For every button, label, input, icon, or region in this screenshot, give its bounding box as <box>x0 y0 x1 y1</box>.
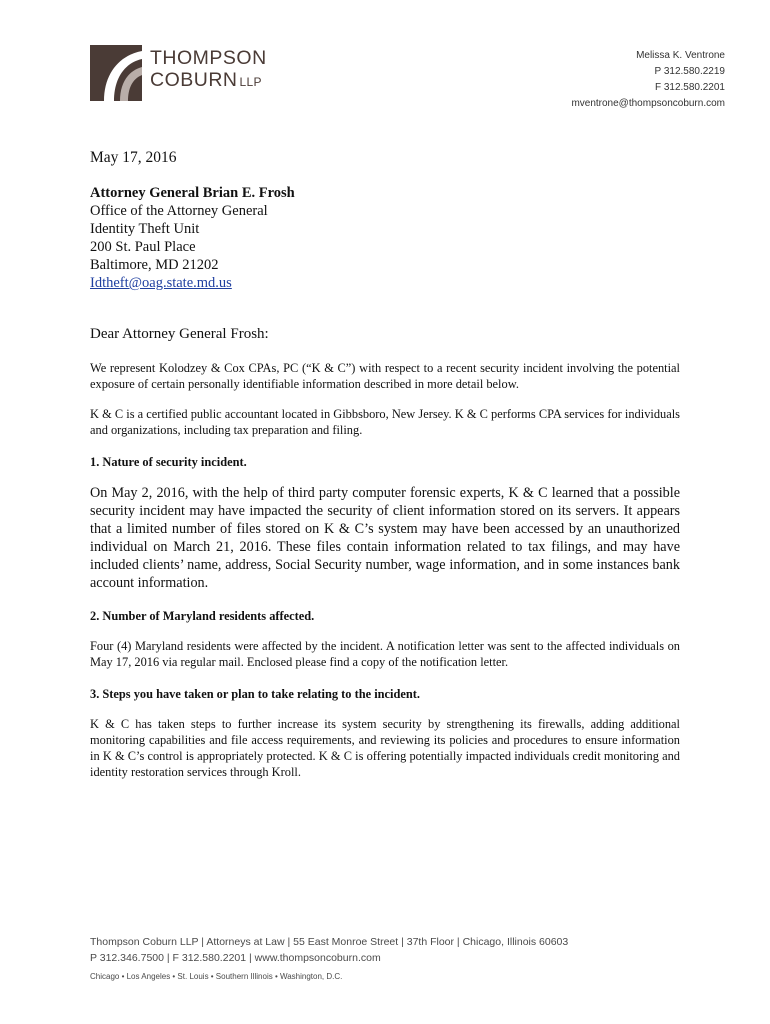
sender-fax: F 312.580.2201 <box>654 82 725 93</box>
recipient-line-1: Office of the Attorney General <box>90 203 268 219</box>
recipient-line-3: 200 St. Paul Place <box>90 239 196 255</box>
logo-suffix: LLP <box>239 75 262 89</box>
section-3-paragraph: K & C has taken steps to further increase its system security by strengthening its firewalls, adding additional monitoring capabilities and file access requirements, and reviewing its policies and procedures to ensure information in K & C’s control is appropriately protected. K & C is offering potentially impacted individuals credit monitoring and identity restoration services through Kroll. <box>90 717 680 779</box>
footer-address: Thompson Coburn LLP | Attorneys at Law | 55 East Monroe Street | 37th Floor | Chicago, Illinois 60603 <box>90 936 569 948</box>
recipient-line-2: Identity Theft Unit <box>90 221 200 237</box>
footer-contact: P 312.346.7500 | F 312.580.2201 | www.thompsoncoburn.com <box>90 952 381 964</box>
section-3-heading: 3. Steps you have taken or plan to take relating to the incident. <box>90 687 420 701</box>
salutation: Dear Attorney General Frosh: <box>90 326 269 342</box>
about-paragraph: K & C is a certified public accountant located in Gibbsboro, New Jersey. K & C performs CPA services for individuals and organizations, including tax preparation and filing. <box>90 407 680 437</box>
page-footer <box>90 934 568 984</box>
logo-mark-icon <box>90 45 142 101</box>
logo-line-1: THOMPSON <box>150 47 267 69</box>
letter-date: May 17, 2016 <box>90 149 177 166</box>
letter-body <box>90 148 680 780</box>
recipient-address <box>90 184 680 292</box>
logo-wordmark <box>150 47 267 93</box>
recipient-name: Attorney General Brian E. Frosh <box>90 185 295 201</box>
section-2-heading: 2. Number of Maryland residents affected. <box>90 609 315 623</box>
section-2-paragraph: Four (4) Maryland residents were affected by the incident. A notification letter was sent to the affected individuals on May 17, 2016 via regular mail. Enclosed please find a copy of the notification letter. <box>90 639 680 669</box>
recipient-line-4: Baltimore, MD 21202 <box>90 257 219 273</box>
intro-paragraph: We represent Kolodzey & Cox CPAs, PC (“K & C”) with respect to a recent security incident involving the potential exposure of certain personally identifiable information described in more detail below. <box>90 361 680 391</box>
sender-email: mventrone@thompsoncoburn.com <box>571 98 725 109</box>
recipient-email-link[interactable]: Idtheft@oag.state.md.us <box>90 275 232 291</box>
footer-offices: Chicago • Los Angeles • St. Louis • Southern Illinois • Washington, D.C. <box>90 972 343 981</box>
logo-line-2 <box>150 69 267 93</box>
logo-line-2-name: COBURN <box>150 69 238 91</box>
sender-name: Melissa K. Ventrone <box>636 50 725 61</box>
section-1-paragraph: On May 2, 2016, with the help of third party computer forensic experts, K & C learned that a possible security incident may have impacted the security of client information stored on its servers. It appears that a limited number of files stored on K & C’s system may have been accessed by an unauthorized individual on March 21, 2016. These files contain information related to tax filings, and may have included clients’ name, address, Social Security number, wage information, and in some instances bank account information. <box>90 485 680 591</box>
sender-phone: P 312.580.2219 <box>654 66 725 77</box>
sender-contact <box>571 48 725 112</box>
section-1-heading: 1. Nature of security incident. <box>90 455 247 469</box>
